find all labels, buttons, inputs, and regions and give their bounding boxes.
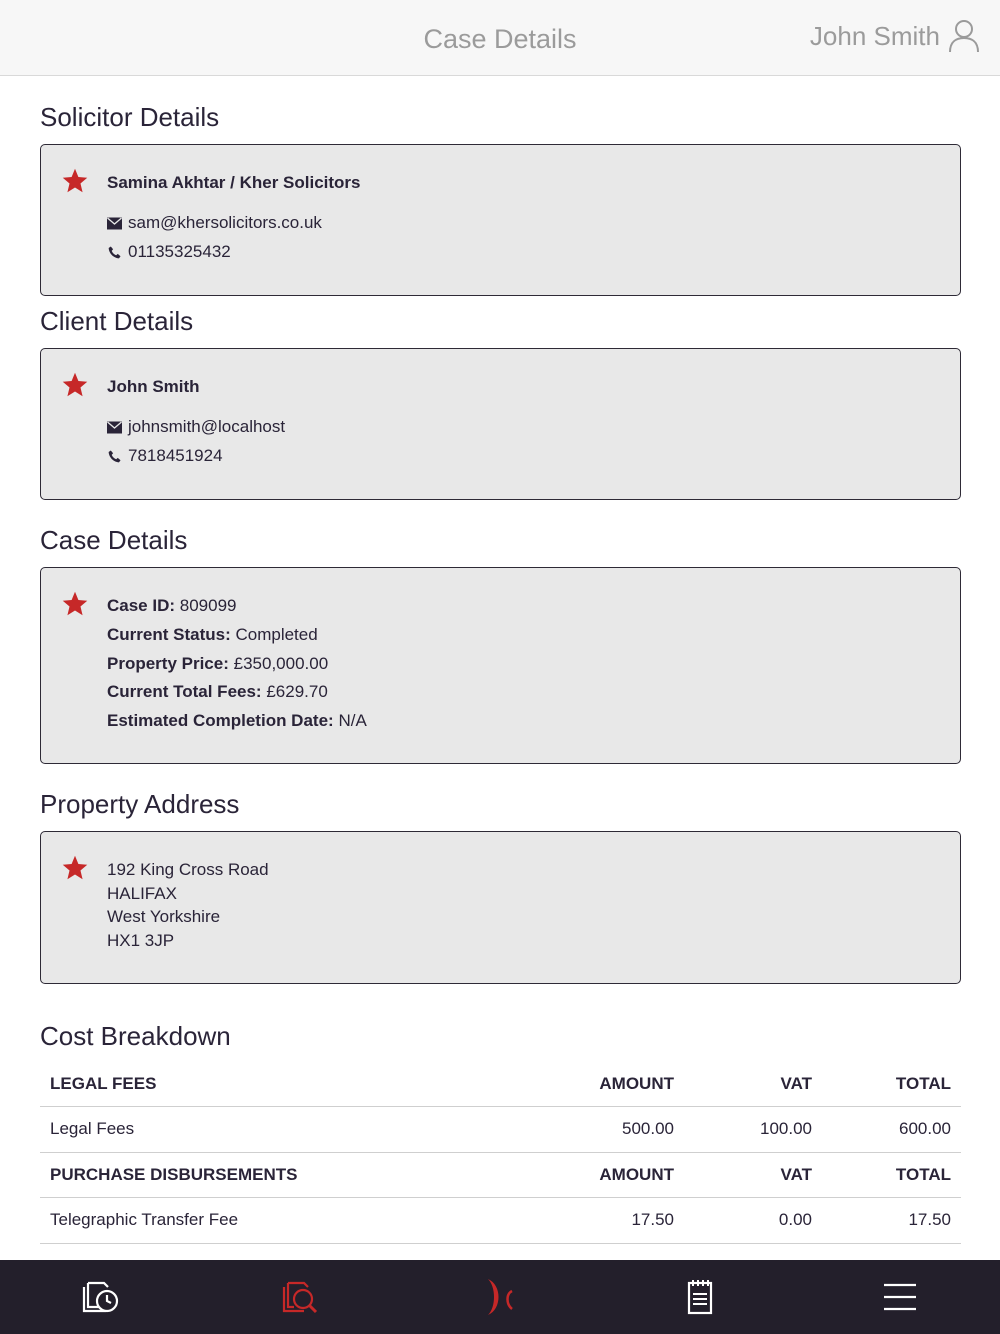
user-menu[interactable] <box>810 18 980 54</box>
client-name: John Smith <box>107 377 200 396</box>
vat-header: VAT <box>684 1152 822 1198</box>
disbursements-header: PURCHASE DISBURSEMENTS <box>40 1152 460 1198</box>
envelope-icon <box>107 217 122 230</box>
favourite-star-icon[interactable] <box>61 854 89 882</box>
case-id-label: Case ID: <box>107 596 176 615</box>
solicitor-name: Samina Akhtar / Kher Solicitors <box>107 173 361 192</box>
client-phone-line[interactable] <box>107 446 223 466</box>
case-section-title: Case Details <box>40 525 188 555</box>
case-id-value: 809099 <box>179 596 237 615</box>
client-phone: 7818451924 <box>128 446 223 465</box>
completion-date-value: N/A <box>338 711 367 730</box>
address-line-4: HX1 3JP <box>107 931 175 950</box>
case-history-icon[interactable] <box>80 1277 120 1317</box>
completion-date-label: Estimated Completion Date: <box>107 711 334 730</box>
total-fees-row <box>107 682 328 702</box>
user-icon <box>948 19 980 53</box>
solicitor-card <box>40 144 961 296</box>
phone-icon <box>107 450 122 463</box>
amount-header: AMOUNT <box>460 1061 684 1107</box>
total-header: TOTAL <box>822 1061 961 1107</box>
property-price-label: Property Price: <box>107 654 229 673</box>
address-line-1: 192 King Cross Road <box>107 860 269 879</box>
client-card <box>40 348 961 500</box>
total-fees-value: £629.70 <box>266 682 328 701</box>
property-section-title: Property Address <box>40 789 240 819</box>
favourite-star-icon[interactable] <box>61 371 89 399</box>
solicitor-phone-line[interactable] <box>107 242 231 262</box>
user-name: John Smith <box>809 20 940 51</box>
table-row <box>40 1198 961 1244</box>
property-price-value: £350,000.00 <box>233 654 329 673</box>
table-header-row <box>40 1061 961 1107</box>
address-line-2: HALIFAX <box>107 884 177 903</box>
vat-header: VAT <box>684 1061 822 1107</box>
case-search-icon[interactable] <box>280 1277 320 1317</box>
menu-icon[interactable] <box>880 1277 920 1317</box>
legal-fees-header: LEGAL FEES <box>40 1061 460 1107</box>
phone-icon <box>107 246 122 259</box>
row-amount: 17.50 <box>460 1198 684 1244</box>
top-bar <box>0 0 1000 76</box>
favourite-star-icon[interactable] <box>61 167 89 195</box>
case-status-label: Current Status: <box>107 625 231 644</box>
address-line-3: West Yorkshire <box>107 907 221 926</box>
favourite-star-icon[interactable] <box>61 590 89 618</box>
row-vat: 100.00 <box>684 1107 822 1153</box>
case-status-value: Completed <box>235 625 318 644</box>
row-total: 600.00 <box>822 1107 961 1153</box>
solicitor-phone: 01135325432 <box>128 242 231 261</box>
property-price-row <box>107 654 328 674</box>
client-email: johnsmith@localhost <box>128 417 286 436</box>
row-total: 17.50 <box>822 1198 961 1244</box>
costs-section-title: Cost Breakdown <box>40 1021 231 1051</box>
table-header-row <box>40 1152 961 1198</box>
total-header: TOTAL <box>822 1152 961 1198</box>
logo-icon[interactable] <box>480 1277 520 1317</box>
client-email-line[interactable] <box>107 417 285 437</box>
row-amount: 500.00 <box>460 1107 684 1153</box>
table-row <box>40 1107 961 1153</box>
page-title: Case Details <box>423 24 577 54</box>
solicitor-email-line[interactable] <box>107 213 322 233</box>
property-card <box>40 831 961 984</box>
amount-header: AMOUNT <box>460 1152 684 1198</box>
envelope-icon <box>107 421 122 434</box>
case-card <box>40 567 961 764</box>
case-id-row <box>107 596 237 616</box>
row-vat: 0.00 <box>684 1198 822 1244</box>
cost-breakdown-table <box>40 1061 961 1244</box>
case-status-row <box>107 625 318 645</box>
row-label: Telegraphic Transfer Fee <box>40 1198 460 1244</box>
notepad-icon[interactable] <box>680 1277 720 1317</box>
bottom-nav <box>0 1260 1000 1334</box>
completion-date-row <box>107 711 367 731</box>
total-fees-label: Current Total Fees: <box>107 682 262 701</box>
solicitor-email: sam@khersolicitors.co.uk <box>128 213 322 232</box>
row-label: Legal Fees <box>40 1107 460 1153</box>
client-section-title: Client Details <box>40 306 194 336</box>
solicitor-section-title: Solicitor Details <box>40 102 220 132</box>
